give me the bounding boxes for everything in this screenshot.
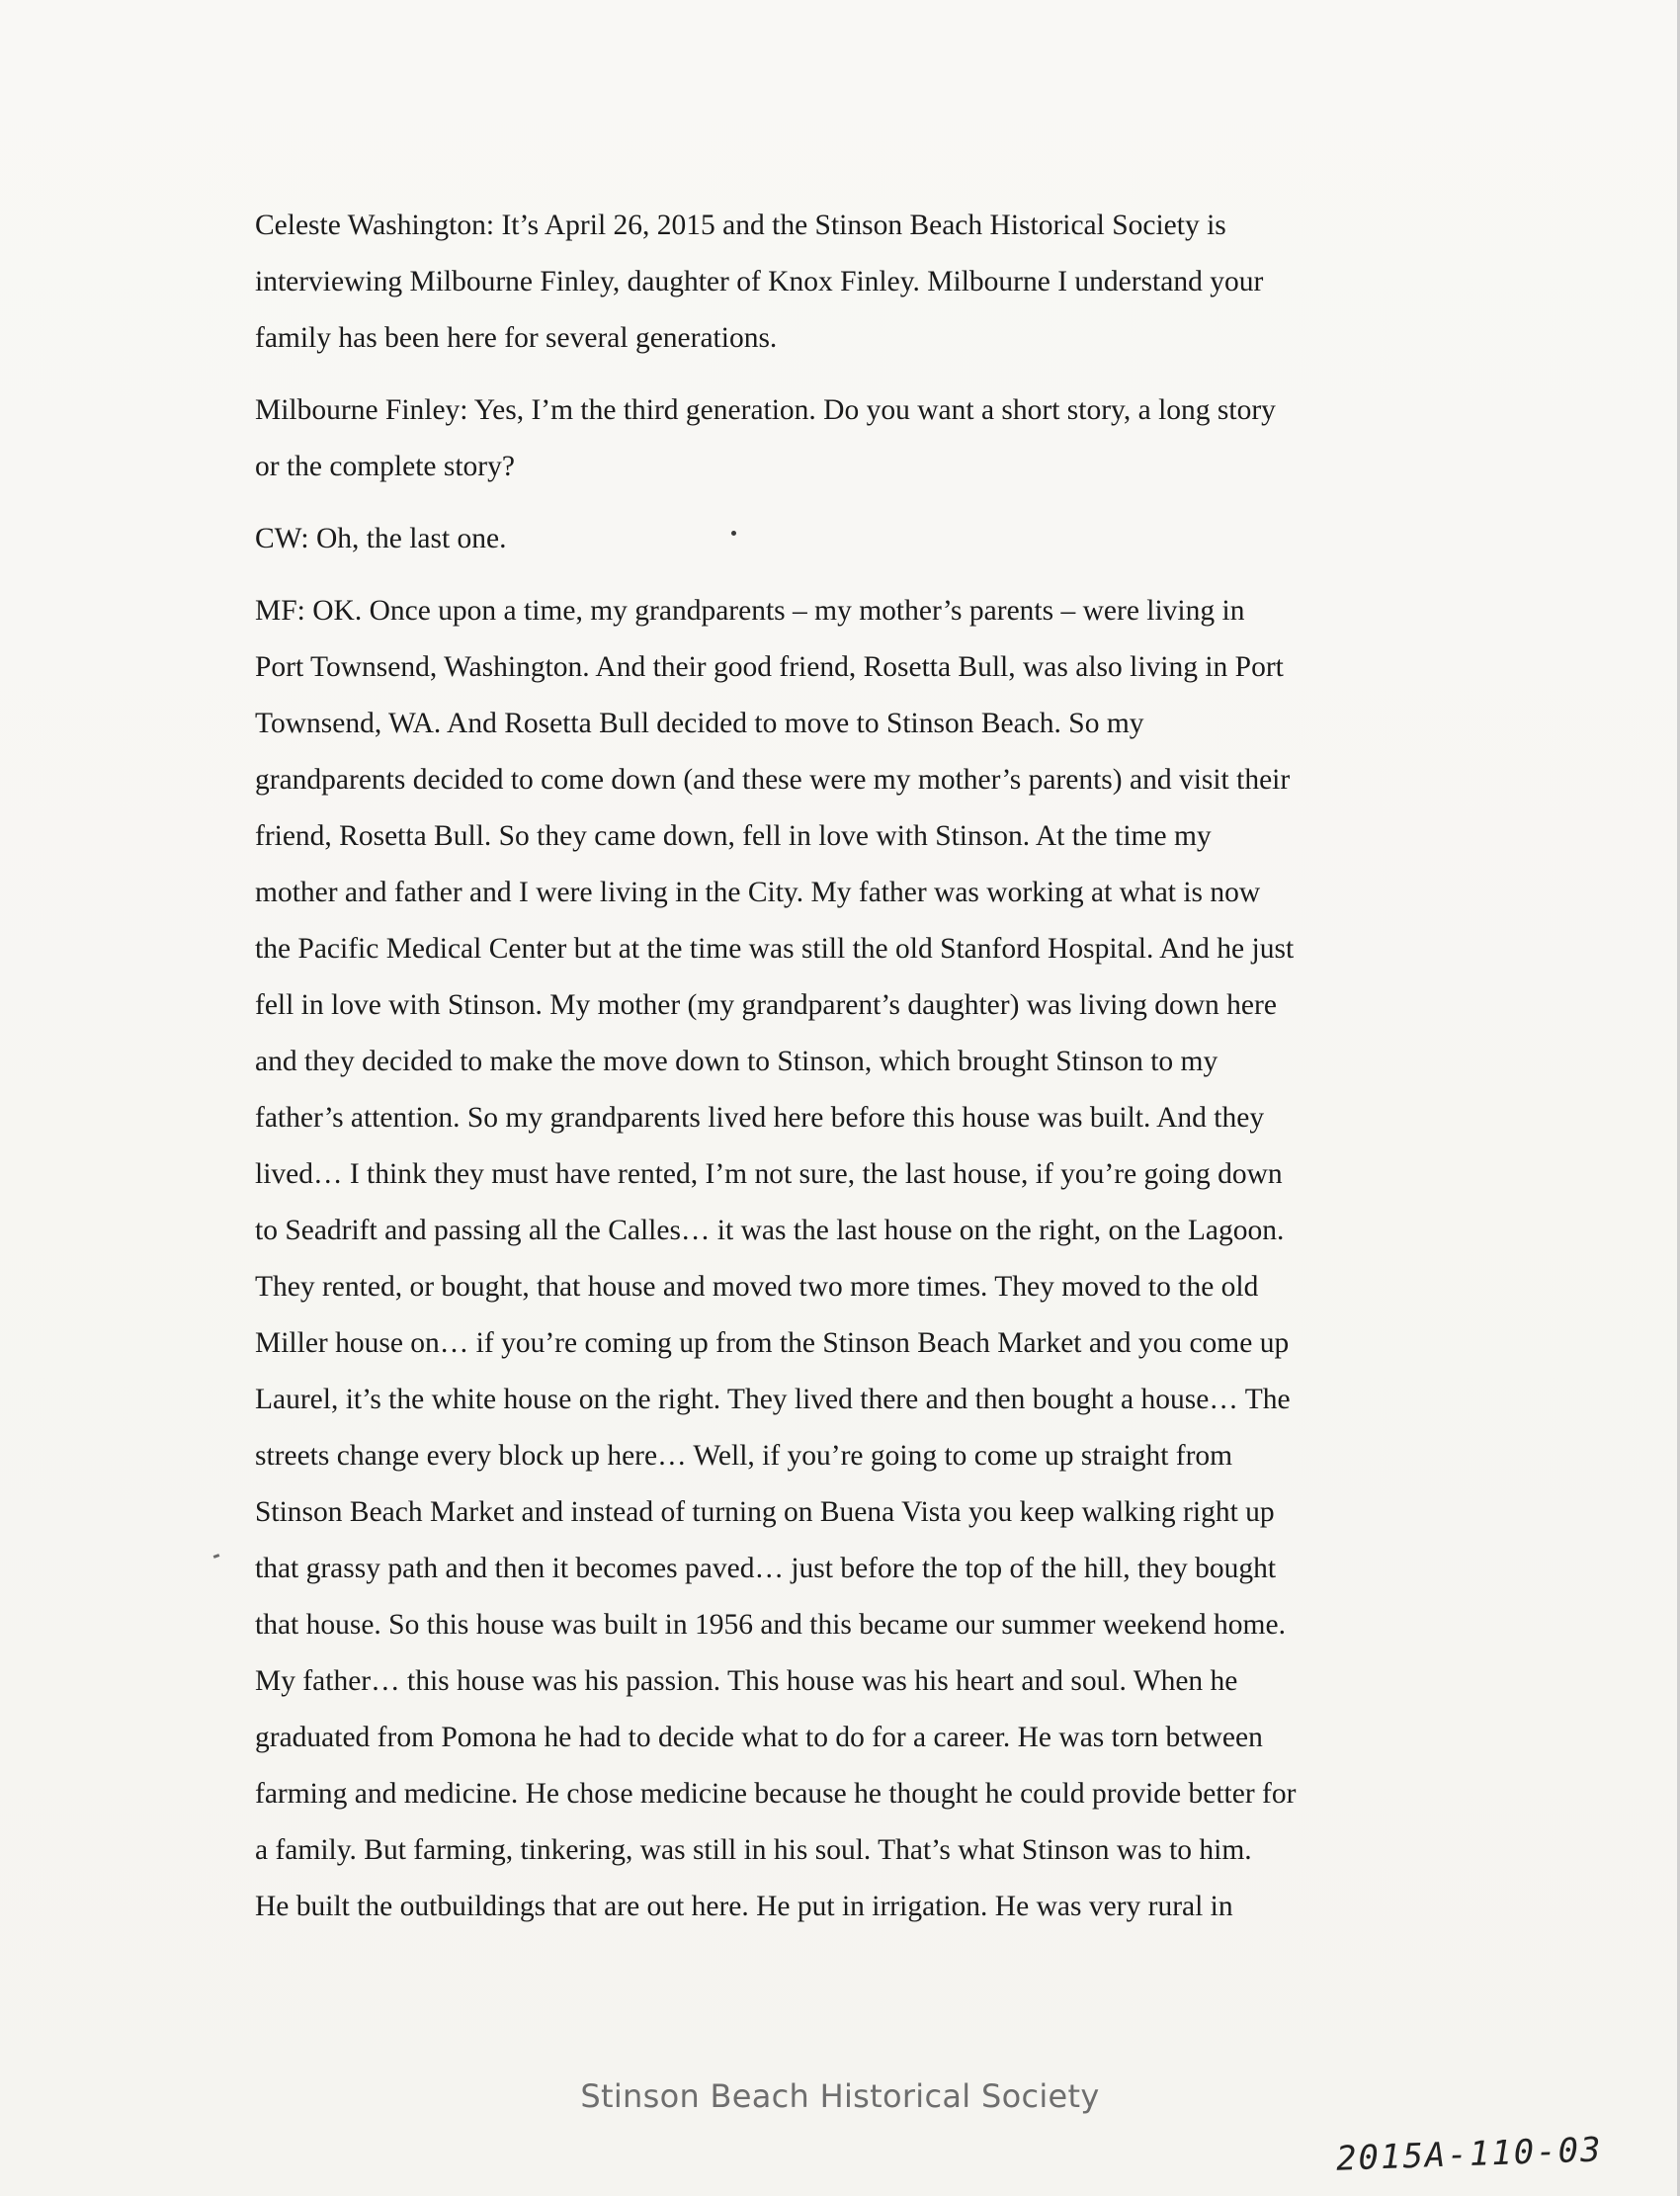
text-line: streets change every block up here… Well, if you’re going to come up straight from	[255, 1440, 1233, 1472]
text-line: father’s attention. So my grandparents lived here before this house was built. And they	[255, 1102, 1265, 1134]
handwritten-page-id: 2015A-110-03	[1335, 2130, 1604, 2179]
text-line: or the complete story?	[255, 451, 515, 482]
paragraph-mf-reply	[255, 382, 1441, 495]
text-line: lived… I think they must have rented, I’m not sure, the last house, if you’re going down	[255, 1158, 1283, 1190]
paragraph-intro	[255, 198, 1441, 367]
text-line: the Pacific Medical Center but at the time was still the old Stanford Hospital. And he just	[255, 933, 1295, 965]
text-line: farming and medicine. He chose medicine because he thought he could provide better for	[255, 1778, 1297, 1810]
text-line: mother and father and I were living in the City. My father was working at what is now	[255, 877, 1261, 908]
text-line: fell in love with Stinson. My mother (my grandparent’s daughter) was living down here	[255, 989, 1277, 1021]
text-line: Stinson Beach Market and instead of turning on Buena Vista you keep walking right up	[255, 1496, 1275, 1528]
scan-speck	[731, 531, 736, 536]
text-line: family has been here for several generations.	[255, 322, 778, 354]
text-line: Milbourne Finley: Yes, I’m the third generation. Do you want a short story, a long story	[255, 394, 1276, 426]
text-line: a family. But farming, tinkering, was still in his soul. That’s what Stinson was to him.	[255, 1834, 1252, 1866]
text-line: and they decided to make the move down to Stinson, which brought Stinson to my	[255, 1046, 1218, 1077]
text-line: Laurel, it’s the white house on the right. They lived there and then bought a house… The	[255, 1384, 1291, 1415]
paragraph-mf-story	[255, 583, 1441, 1935]
text-line: friend, Rosetta Bull. So they came down, fell in love with Stinson. At the time my	[255, 820, 1212, 852]
text-line: My father… this house was his passion. This house was his heart and soul. When he	[255, 1665, 1238, 1697]
text-line: Townsend, WA. And Rosetta Bull decided to move to Stinson Beach. So my	[255, 708, 1144, 739]
text-line: Celeste Washington: It’s April 26, 2015 and the Stinson Beach Historical Society is	[255, 210, 1226, 241]
interview-transcript	[255, 198, 1441, 1951]
text-line: that grassy path and then it becomes paved… just before the top of the hill, they bought	[255, 1553, 1277, 1584]
text-line: Port Townsend, Washington. And their good friend, Rosetta Bull, was also living in Port	[255, 651, 1284, 683]
text-line: Miller house on… if you’re coming up from the Stinson Beach Market and you come up	[255, 1327, 1290, 1359]
text-line: grandparents decided to come down (and these were my mother’s parents) and visit their	[255, 764, 1291, 796]
text-line: CW: Oh, the last one.	[255, 523, 507, 554]
text-line: that house. So this house was built in 1956 and this became our summer weekend home.	[255, 1609, 1286, 1641]
text-line: to Seadrift and passing all the Calles… it was the last house on the right, on the Lagoon.	[255, 1215, 1285, 1246]
text-line: He built the outbuildings that are out here. He put in irrigation. He was very rural in	[255, 1891, 1233, 1922]
text-line: graduated from Pomona he had to decide what to do for a career. He was torn between	[255, 1722, 1263, 1753]
text-line: interviewing Milbourne Finley, daughter of Knox Finley. Milbourne I understand your	[255, 266, 1264, 297]
paragraph-cw-reply	[255, 511, 1441, 567]
text-line: They rented, or bought, that house and moved two more times. They moved to the old	[255, 1271, 1259, 1303]
scan-speck	[213, 1554, 220, 1559]
text-line: MF: OK. Once upon a time, my grandparents – my mother’s parents – were living in	[255, 595, 1245, 627]
historical-society-watermark: Stinson Beach Historical Society	[580, 2077, 1100, 2115]
